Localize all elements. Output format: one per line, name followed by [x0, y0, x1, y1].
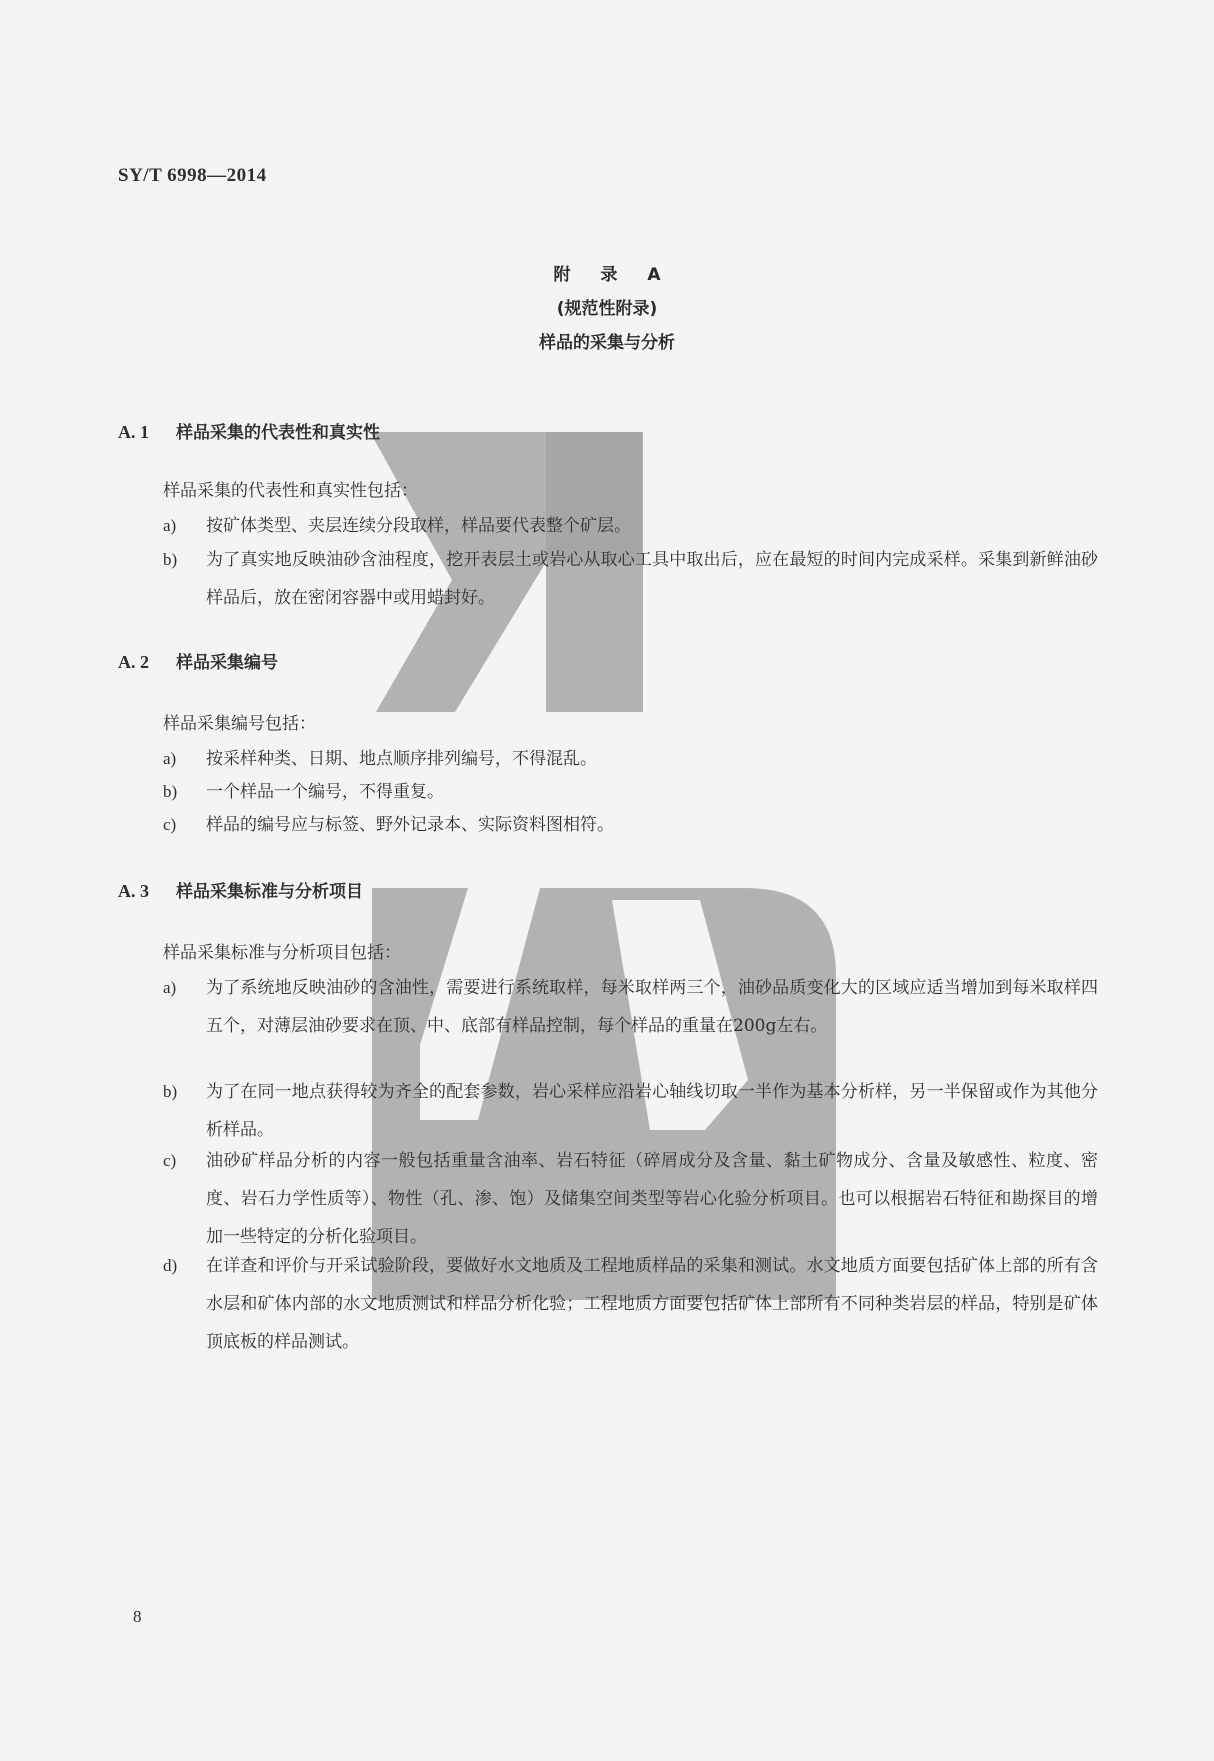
- list-marker: a): [163, 749, 177, 768]
- list-text: 一个样品一个编号，不得重复。: [206, 782, 444, 802]
- list-marker: a): [163, 516, 177, 535]
- section-title: 样品采集的代表性和真实性: [176, 423, 380, 443]
- list-item: [163, 969, 1098, 1045]
- list-item: [163, 541, 1098, 617]
- list-marker: b): [163, 1082, 178, 1101]
- appendix-label: 附 录 A: [553, 265, 673, 285]
- list-text: 油砂矿样品分析的内容一般包括重量含油率、岩石特征（碎屑成分及含量、黏土矿物成分、含量及敏感性、粒度、密度、岩石力学性质等）、物性（孔、渗、饱）及储集空间类型等岩心化验分析项目。也可以根据岩石特征和勘探目的增加一些特定的分析化验项目。: [206, 1151, 1098, 1247]
- section-number: A. 2: [118, 652, 149, 672]
- section-heading-a1: [118, 418, 380, 443]
- list-marker: b): [163, 550, 178, 569]
- list-item: [163, 507, 1098, 545]
- list-marker: a): [163, 978, 177, 997]
- section-heading-a3: [118, 877, 363, 902]
- section-intro: 样品采集编号包括：: [163, 714, 316, 734]
- list-text: 为了系统地反映油砂的含油性，需要进行系统取样，每米取样两三个，油砂品质变化大的区域应适当增加到每米取样四五个，对薄层油砂要求在顶、中、底部有样品控制，每个样品的重量在200g左右。: [206, 978, 1098, 1036]
- appendix-heading: [0, 258, 1214, 360]
- section-number: A. 1: [118, 422, 149, 442]
- list-item: [163, 1142, 1098, 1256]
- list-text: 为了真实地反映油砂含油程度，挖开表层土或岩心从取心工具中取出后，应在最短的时间内完成采样。采集到新鲜油砂样品后，放在密闭容器中或用蜡封好。: [206, 550, 1098, 608]
- list-item: [163, 1073, 1098, 1149]
- section-intro: 样品采集标准与分析项目包括：: [163, 943, 401, 963]
- appendix-title: 样品的采集与分析: [539, 333, 675, 353]
- list-marker: b): [163, 782, 178, 801]
- list-text: 按采样种类、日期、地点顺序排列编号，不得混乱。: [206, 749, 597, 769]
- list-text: 样品的编号应与标签、野外记录本、实际资料图相符。: [206, 815, 614, 835]
- list-marker: c): [163, 1151, 177, 1170]
- list-text: 为了在同一地点获得较为齐全的配套参数，岩心采样应沿岩心轴线切取一半作为基本分析样，另一半保留或作为其他分析样品。: [206, 1082, 1098, 1140]
- list-marker: c): [163, 815, 177, 834]
- appendix-type: (规范性附录): [556, 299, 658, 319]
- section-number: A. 3: [118, 881, 149, 901]
- list-item: [163, 806, 1098, 844]
- section-title: 样品采集标准与分析项目: [176, 882, 363, 902]
- list-text: 在详查和评价与开采试验阶段，要做好水文地质及工程地质样品的采集和测试。水文地质方面要包括矿体上部的所有含水层和矿体内部的水文地质测试和样品分析化验；工程地质方面要包括矿体上部所有不同种类岩层的样品，特别是矿体顶底板的样品测试。: [206, 1256, 1098, 1352]
- standard-code: SY/T 6998—2014: [118, 165, 267, 186]
- section-intro: 样品采集的代表性和真实性包括：: [163, 481, 418, 501]
- list-item: [163, 1247, 1098, 1361]
- list-marker: d): [163, 1256, 178, 1275]
- list-text: 按矿体类型、夹层连续分段取样，样品要代表整个矿层。: [206, 516, 631, 536]
- page-number: 8: [133, 1607, 142, 1626]
- section-heading-a2: [118, 648, 278, 673]
- section-title: 样品采集编号: [176, 653, 278, 673]
